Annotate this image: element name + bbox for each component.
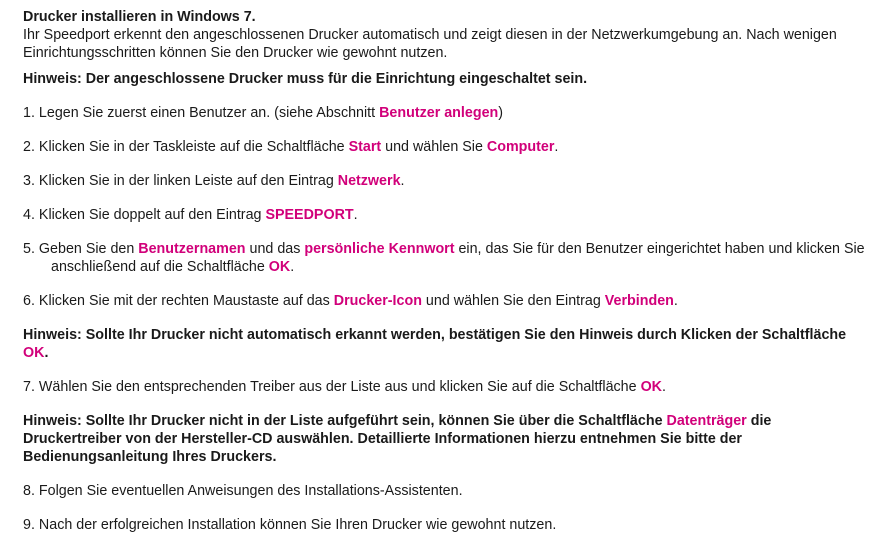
step-5	[23, 240, 865, 276]
step-8	[23, 482, 865, 500]
step-number: 4.	[23, 207, 35, 223]
step-number: 7.	[23, 379, 35, 395]
step-3	[23, 172, 865, 190]
highlight-ok: OK	[268, 259, 291, 275]
step-text: Legen Sie zuerst einen Benutzer an. (siehe Abschnitt	[38, 105, 380, 121]
highlight-netzwerk: Netzwerk	[337, 173, 401, 189]
step-text: .	[673, 293, 678, 309]
hint-text: Hinweis: Sollte Ihr Drucker nicht in der Liste aufgeführt sein, können Sie über die Schaltfläche	[23, 413, 667, 429]
step-text: .	[353, 207, 358, 223]
step-text: Klicken Sie doppelt auf den Eintrag	[38, 207, 266, 223]
step-text: .	[290, 259, 295, 275]
step-number: 2.	[23, 139, 35, 155]
step-text: Wählen Sie den entsprechenden Treiber aus der Liste aus und klicken Sie auf die Schaltfläche	[38, 379, 641, 395]
highlight-drucker-icon: Drucker-Icon	[333, 293, 422, 309]
step-4	[23, 206, 865, 224]
step-text: ein, das Sie für den Benutzer eingerichtet haben und klicken Sie anschließend auf die Schaltfläche	[51, 241, 865, 275]
highlight-start: Start	[348, 139, 382, 155]
step-text: )	[498, 105, 504, 121]
highlight-ok: OK	[23, 345, 45, 361]
step-text: .	[554, 139, 559, 155]
hint-power-on: Hinweis: Der angeschlossene Drucker muss für die Einrichtung eingeschaltet sein.	[23, 71, 588, 87]
step-number: 3.	[23, 173, 35, 189]
step-number: 1.	[23, 105, 35, 121]
step-text: Nach der erfolgreichen Installation können Sie Ihren Drucker wie gewohnt nutzen.	[38, 517, 557, 533]
highlight-speedport: SPEEDPORT	[265, 207, 354, 223]
step-text: Klicken Sie in der Taskleiste auf die Schaltfläche	[38, 139, 349, 155]
hint-not-in-list	[23, 412, 865, 466]
step-2	[23, 138, 865, 156]
link-benutzer-anlegen[interactable]: Benutzer anlegen	[379, 105, 499, 121]
step-text: .	[400, 173, 405, 189]
step-number: 6.	[23, 293, 35, 309]
step-text: und wählen Sie den Eintrag	[421, 293, 605, 309]
highlight-verbinden: Verbinden	[604, 293, 674, 309]
highlight-computer: Computer	[486, 139, 555, 155]
highlight-ok: OK	[640, 379, 663, 395]
highlight-benutzernamen: Benutzernamen	[138, 241, 246, 257]
step-number: 8.	[23, 483, 35, 499]
hint-text: .	[44, 345, 49, 361]
step-text: .	[662, 379, 666, 395]
step-text: Klicken Sie mit der rechten Maustaste auf das	[38, 293, 334, 309]
step-text: Klicken Sie in der linken Leiste auf den Eintrag	[38, 173, 338, 189]
step-7	[23, 378, 865, 396]
highlight-kennwort: persönliche Kennwort	[304, 241, 455, 257]
step-number: 9.	[23, 517, 35, 533]
intro-text: Ihr Speedport erkennt den angeschlossenen Drucker automatisch und zeigt diesen in der Netzwerkumgebung an. Nach wenigen Einrichtungsschritten können Sie den Drucker wie gewohnt nutzen.	[23, 27, 837, 61]
hint-text: Hinweis: Sollte Ihr Drucker nicht automatisch erkannt werden, bestätigen Sie den Hinweis durch Klicken der Schaltfläche	[23, 327, 847, 343]
step-text: Folgen Sie eventuellen Anweisungen des Installations-Assistenten.	[38, 483, 463, 499]
step-number: 5.	[23, 241, 35, 257]
highlight-datentraeger: Datenträger	[666, 413, 747, 429]
hint-text: die Druckertreiber von der Hersteller-CD auswählen. Detaillierte Informationen hierzu entnehmen Sie bitte der Bedienungsanleitung Ihres Druckers.	[23, 413, 772, 465]
step-text: und das	[245, 241, 305, 257]
step-1	[23, 104, 865, 122]
step-text: und wählen Sie	[381, 139, 487, 155]
hint-not-detected	[23, 326, 865, 362]
step-9	[23, 516, 865, 534]
step-6	[23, 292, 865, 310]
step-text: Geben Sie den	[38, 241, 139, 257]
page-title: Drucker installieren in Windows 7.	[23, 9, 256, 25]
